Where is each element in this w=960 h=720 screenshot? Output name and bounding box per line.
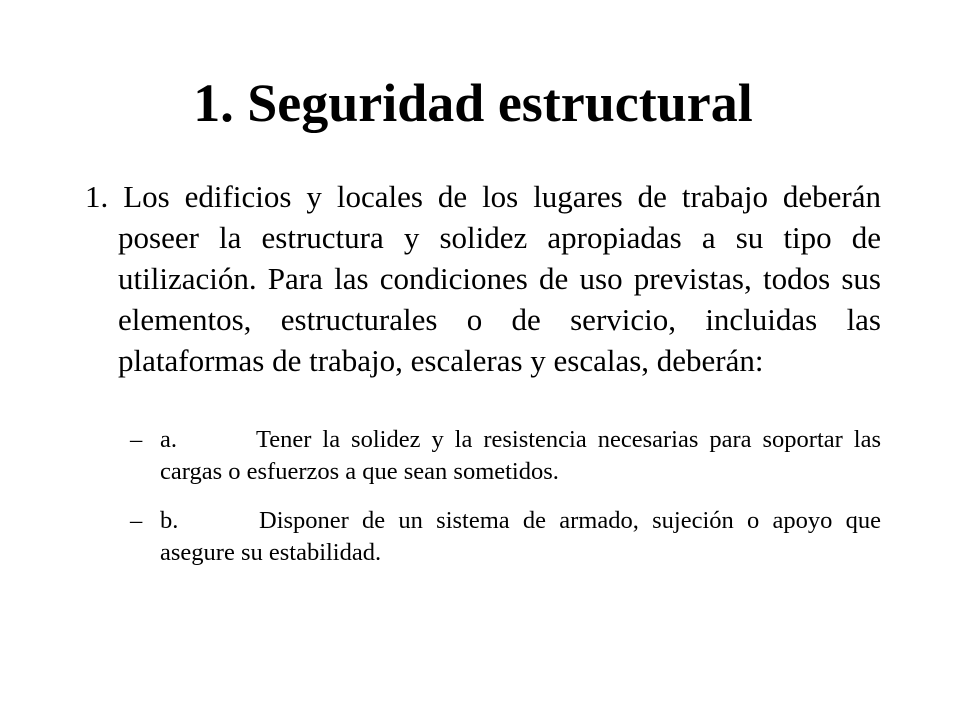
dash-bullet: – <box>130 507 143 534</box>
paragraph-number: 1. <box>85 179 109 214</box>
subitem-b-paragraph <box>130 505 881 569</box>
slide-title: 1. Seguridad estructural <box>193 73 753 133</box>
subitem-b <box>130 505 881 569</box>
subitem-text: Tener la solidez y la resistencia necesarias para soportar las cargas o esfuerzos a que sean sometidos. <box>160 426 881 485</box>
subitem-letter: b. <box>160 507 179 534</box>
main-paragraph <box>85 176 882 381</box>
paragraph-text: Los edificios y locales de los lugares de trabajo deberán poseer la estructura y solidez apropiadas a su tipo de utilización. Para las condiciones de uso previstas, todos sus elementos, estructurales o de servicio, incluidas las plataformas de trabajo, escaleras y escalas, deberán: <box>118 179 882 378</box>
dash-bullet: – <box>130 426 143 453</box>
subitem-letter: a. <box>160 426 177 453</box>
subitem-text: Disponer de un sistema de armado, sujeción o apoyo que asegure su estabilidad. <box>160 507 881 566</box>
subitem-a-paragraph <box>130 424 881 488</box>
subitem-a <box>130 424 881 488</box>
slide-body <box>85 176 882 381</box>
